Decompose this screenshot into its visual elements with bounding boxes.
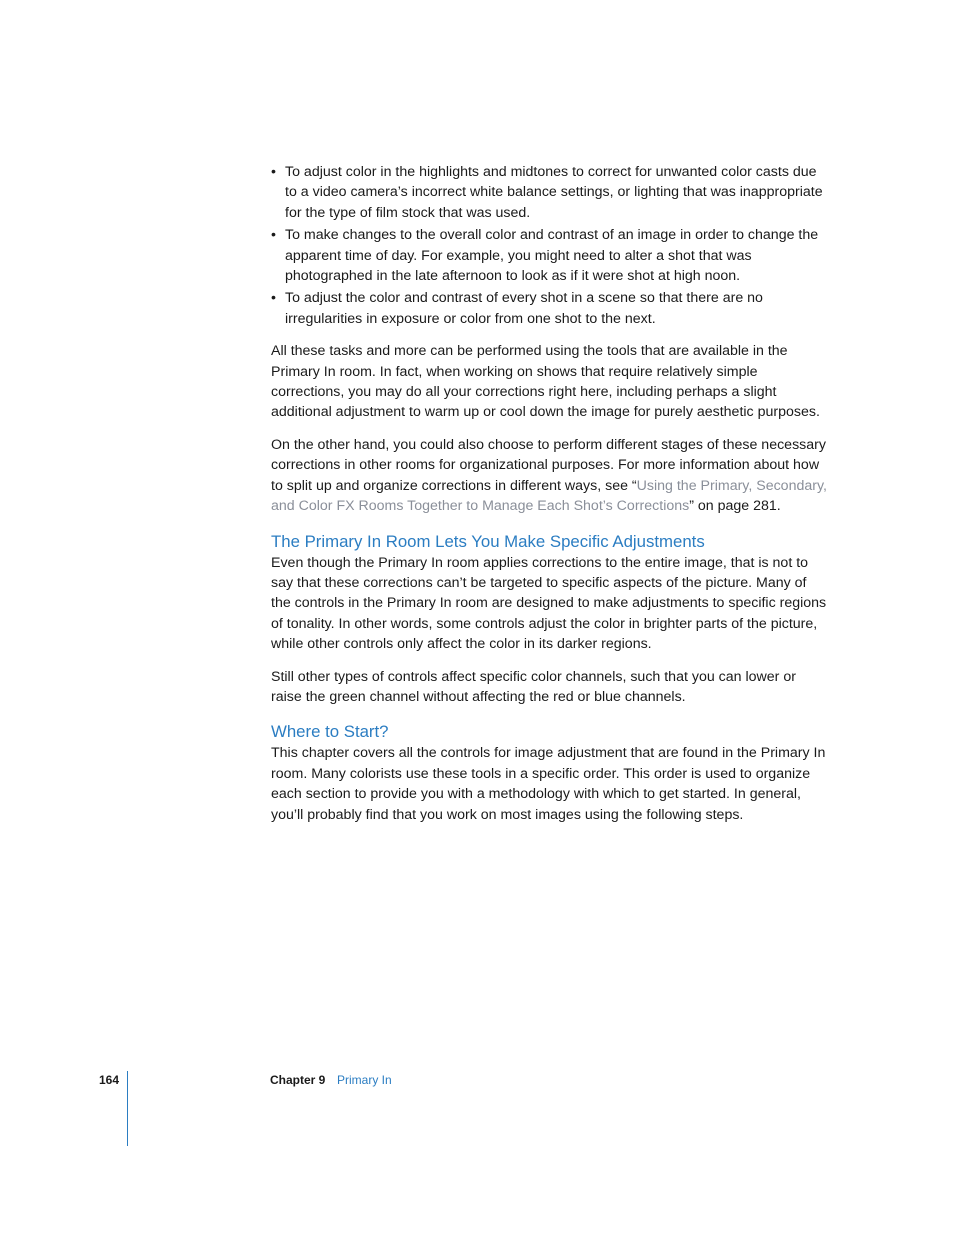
list-item bbox=[271, 225, 827, 286]
bullet-icon: • bbox=[271, 227, 276, 244]
bullet-icon: • bbox=[271, 290, 276, 307]
paragraph-text: On the other hand, you could also choose to perform different stages of these necessary corrections in other rooms for organizational purposes. For more information about how to split up and organize corrections in different ways, see “ bbox=[271, 436, 826, 494]
paragraph: Even though the Primary In room applies corrections to the entire image, that is not to say that these corrections can’t be targeted to specific aspects of the picture. Many of the controls in the Primary In room are designed to make adjustments to specific regions of tonality. In other words, some controls adjust the color in brighter parts of the picture, while other controls only affect the color in its darker regions. bbox=[271, 554, 827, 653]
paragraph: Still other types of controls affect specific color channels, such that you can lower or raise the green channel without affecting the red or blue channels. bbox=[271, 668, 796, 705]
paragraph: All these tasks and more can be performed using the tools that are available in the Primary In room. In fact, when working on shows that require relatively simple corrections, you may do all your corrections right here, including perhaps a slight additional adjustment to warm up or cool down the image for purely aesthetic purposes. bbox=[271, 343, 820, 421]
bullet-list bbox=[271, 162, 827, 329]
page-number: 164 bbox=[99, 1073, 120, 1087]
list-item bbox=[271, 288, 827, 329]
footer-divider bbox=[127, 1071, 128, 1146]
paragraph-with-link bbox=[271, 435, 827, 517]
list-item bbox=[271, 162, 827, 223]
bullet-text: To adjust the color and contrast of every shot in a scene so that there are no irregularities in exposure or color from one shot to the next. bbox=[285, 290, 763, 327]
cross-reference-link[interactable]: Using the Primary, Secondary, and Color FX Rooms Together to Manage Each Shot’s Corrections bbox=[271, 477, 827, 515]
bullet-icon: • bbox=[271, 164, 276, 180]
bullet-text: To adjust color in the highlights and midtones to correct for unwanted color casts due to a video camera’s incorrect white balance settings, or lighting that was inappropriate for the type of film stock that was used. bbox=[285, 164, 823, 221]
paragraph-text: ” on page 281. bbox=[689, 498, 781, 515]
page-content bbox=[271, 162, 827, 825]
section-heading: The Primary In Room Lets You Make Specific Adjustments bbox=[271, 531, 705, 551]
bullet-text: To make changes to the overall color and contrast of an image in order to change the apparent time of day. For example, you might need to alter a shot that was photographed in the late afternoon to look as if it were shot at high noon. bbox=[285, 227, 819, 285]
chapter-label: Chapter 9 bbox=[270, 1073, 326, 1087]
paragraph: This chapter covers all the controls for image adjustment that are found in the Primary In room. Many colorists use these tools in a specific order. This order is used to organize each section to provide you with a methodology with which to get started. In general, you’ll probably find that you work on most images using the following steps. bbox=[271, 745, 826, 823]
section-heading: Where to Start? bbox=[271, 722, 389, 742]
chapter-title-link[interactable]: Primary In bbox=[337, 1073, 392, 1087]
